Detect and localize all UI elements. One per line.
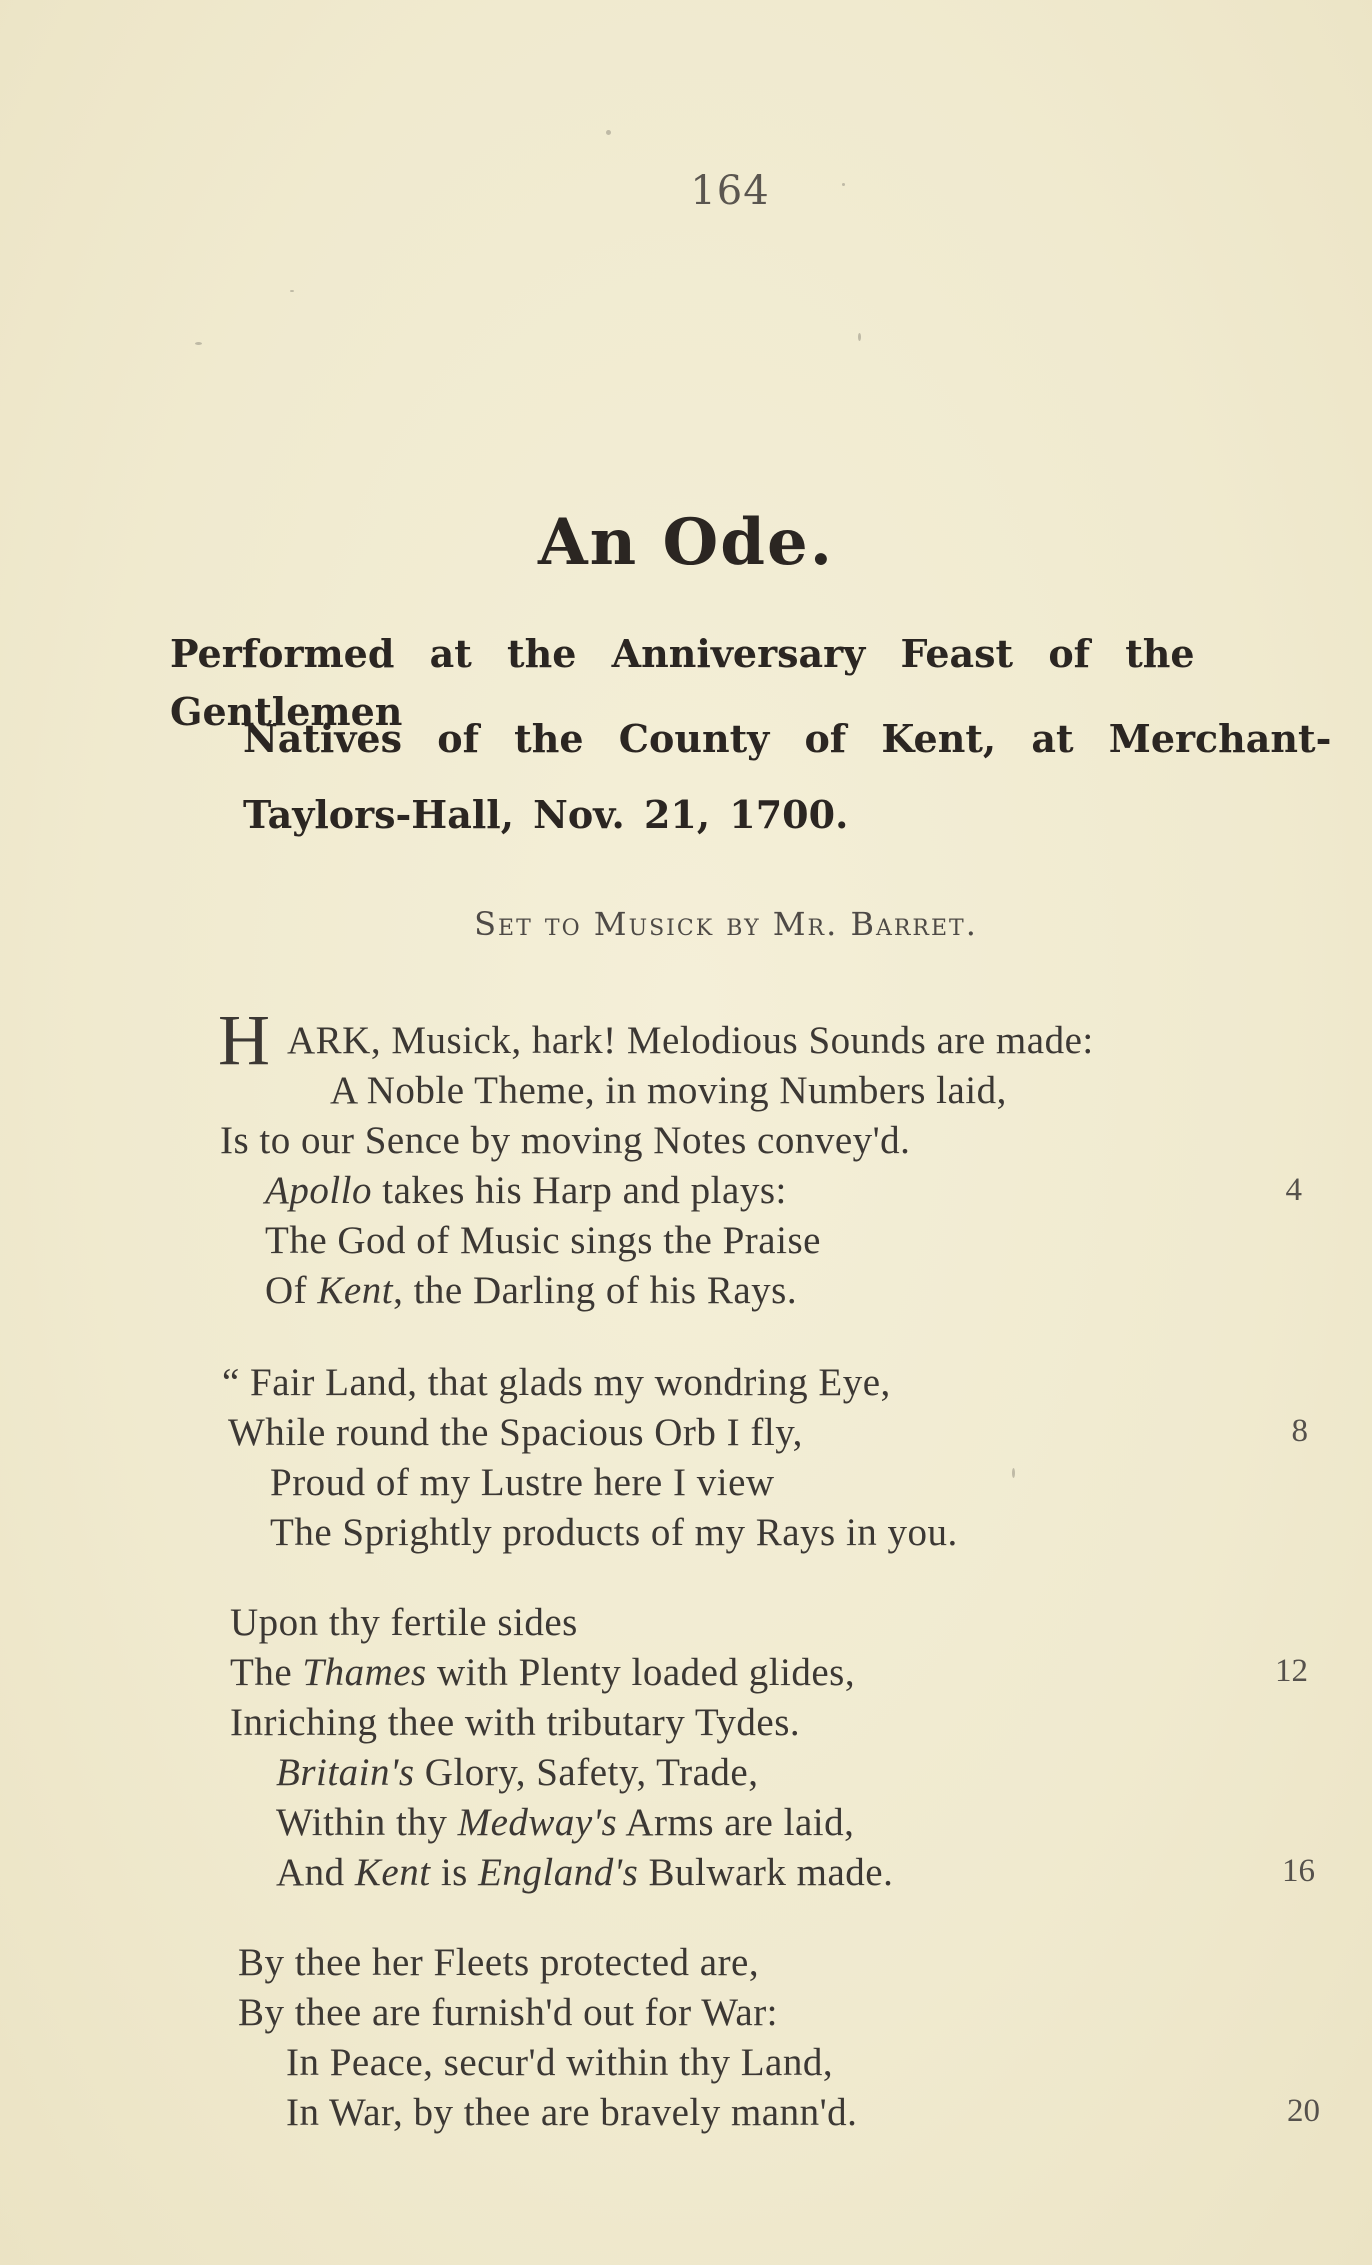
line-text: Bulwark made. bbox=[638, 1851, 894, 1894]
paper-speck bbox=[606, 130, 611, 135]
line-text: Of bbox=[265, 1269, 318, 1312]
line-number: 12 bbox=[1275, 1653, 1308, 1689]
italic-name: Apollo bbox=[265, 1169, 372, 1212]
paper-speck bbox=[195, 342, 202, 345]
line-text: , the Darling of his Rays. bbox=[393, 1269, 798, 1312]
italic-name: England's bbox=[478, 1851, 639, 1894]
subtitle-line-3: Taylors-Hall, Nov. 21, 1700. bbox=[243, 792, 849, 837]
italic-name: Kent bbox=[354, 1851, 431, 1894]
poem-line bbox=[276, 1750, 758, 1795]
poem-line: While round the Spacious Orb I fly, bbox=[228, 1411, 803, 1454]
line-number: 16 bbox=[1282, 1853, 1315, 1889]
composer-credit: Set to Musick by Mr. Barret. bbox=[474, 905, 978, 943]
italic-name: Kent bbox=[317, 1269, 394, 1312]
line-text: takes his Harp and plays: bbox=[372, 1169, 787, 1212]
line-text: Arms are laid, bbox=[617, 1801, 855, 1844]
paper-speck bbox=[290, 290, 294, 292]
poem-line bbox=[265, 1168, 787, 1213]
line-text: Glory, Safety, Trade, bbox=[414, 1751, 759, 1794]
italic-name: Thames bbox=[302, 1651, 427, 1694]
poem-line: Upon thy fertile sides bbox=[230, 1601, 578, 1644]
line-text: with Plenty loaded glides, bbox=[426, 1651, 856, 1694]
poem-line bbox=[276, 1850, 893, 1895]
poem-line: By thee are furnish'd out for War: bbox=[238, 1991, 779, 2034]
poem-line: A Noble Theme, in moving Numbers laid, bbox=[330, 1069, 1007, 1112]
poem-line: Proud of my Lustre here I view bbox=[270, 1461, 775, 1504]
subtitle-line-2: Natives of the County of Kent, at Merchant- bbox=[243, 716, 1332, 761]
line-text: Within thy bbox=[276, 1801, 458, 1844]
poem-line: In Peace, secur'd within thy Land, bbox=[286, 2041, 834, 2084]
paper-speck bbox=[858, 333, 861, 341]
poem-line: Is to our Sence by moving Notes convey'd. bbox=[220, 1119, 911, 1162]
paper-speck bbox=[1012, 1468, 1015, 1478]
poem-line: ARK, Musick, hark! Melodious Sounds are made: bbox=[287, 1019, 1094, 1062]
poem-line: Inriching thee with tributary Tydes. bbox=[230, 1701, 801, 1744]
poem-line bbox=[230, 1650, 855, 1695]
line-number: 20 bbox=[1287, 2093, 1320, 2129]
page-number: 164 bbox=[690, 168, 770, 214]
line-number: 8 bbox=[1291, 1413, 1308, 1449]
italic-name: Medway's bbox=[457, 1801, 618, 1844]
line-text: The bbox=[230, 1651, 303, 1694]
poem-line: In War, by thee are bravely mann'd. bbox=[286, 2091, 858, 2134]
line-text: is bbox=[430, 1851, 479, 1894]
poem-line: “ Fair Land, that glads my wondring Eye, bbox=[222, 1361, 891, 1404]
italic-name: Britain's bbox=[276, 1751, 415, 1794]
poem-line: By thee her Fleets protected are, bbox=[238, 1941, 760, 1984]
line-text: And bbox=[276, 1851, 355, 1894]
poem-line bbox=[265, 1268, 797, 1313]
drop-cap: H bbox=[218, 1000, 270, 1080]
poem-line: The Sprightly products of my Rays in you. bbox=[270, 1511, 958, 1554]
page-title: An Ode. bbox=[538, 505, 834, 580]
poem-line bbox=[276, 1800, 854, 1845]
line-number: 4 bbox=[1285, 1172, 1302, 1208]
subtitle-line-1: Performed at the Anniversary Feast of the Gentlemen bbox=[170, 631, 1195, 734]
poem-line: The God of Music sings the Praise bbox=[265, 1219, 821, 1262]
